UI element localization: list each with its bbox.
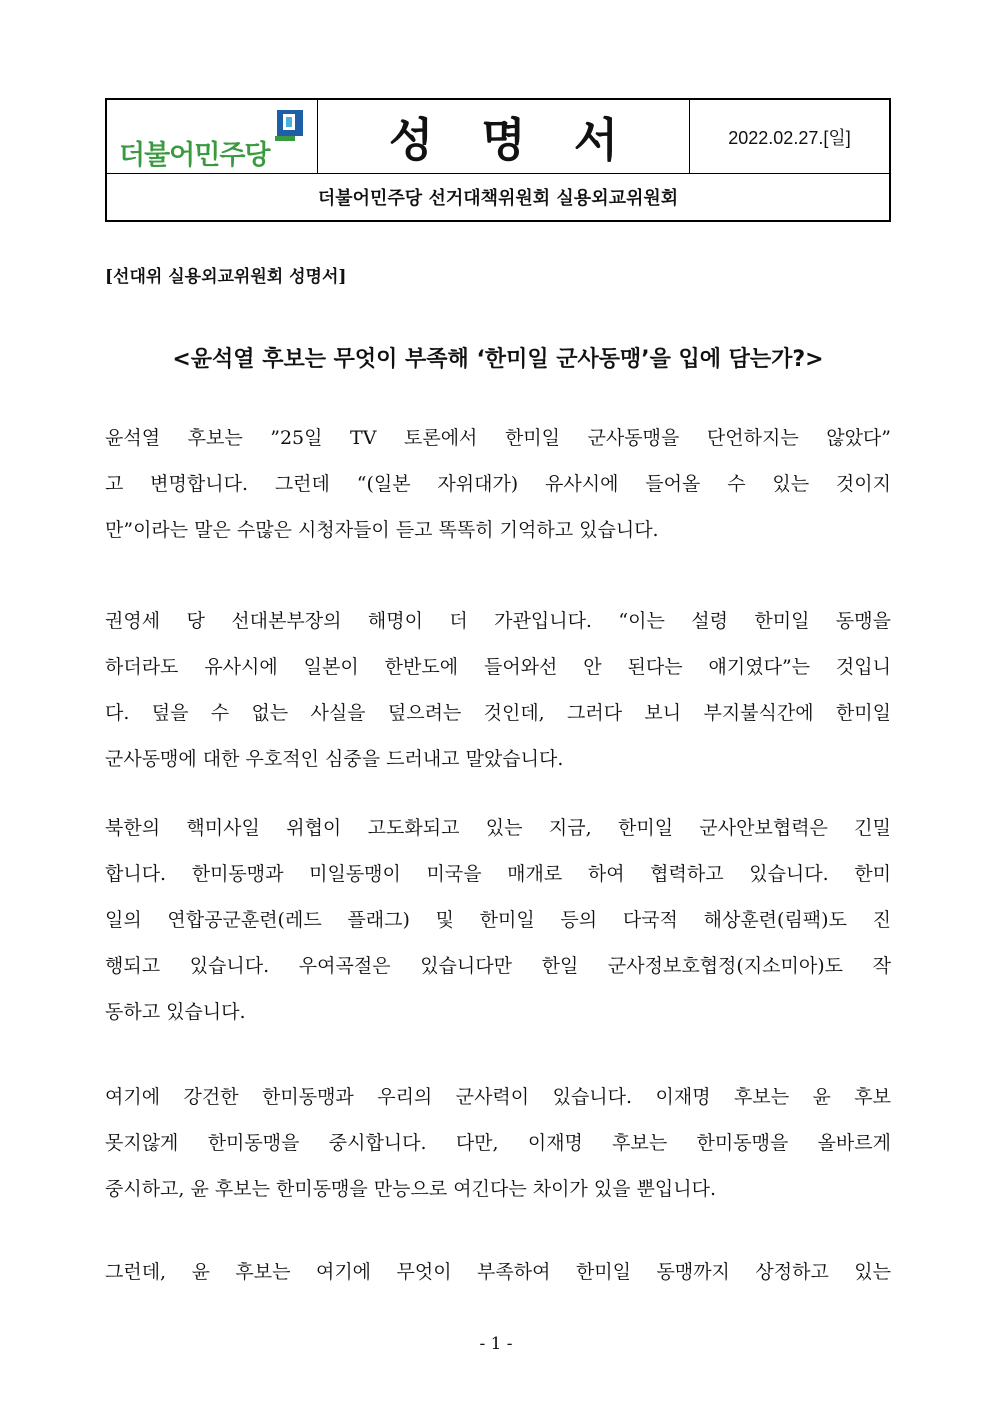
party-emblem-icon [275,108,307,142]
paragraph-line: 합니다. 한미동맹과 미일동맹이 미국을 매개로 하여 협력하고 있습니다. 한미 [105,863,891,885]
header-top-row [107,100,889,174]
paragraph-line: 하더라도 유사시에 일본이 한반도에 들어와선 안 된다는 얘기였다”는 것입니 [105,656,891,678]
paragraph-1 [105,415,891,553]
paragraph-line: 동하고 있습니다. [105,1001,246,1023]
paragraph-4 [105,1074,891,1212]
paragraph-line: 권영세 당 선대본부장의 해명이 더 가관입니다. “이는 설령 한미일 동맹을 [105,610,891,632]
paragraph-3 [105,805,891,1035]
paragraph-line: 만”이라는 말은 수많은 시청자들이 듣고 똑똑히 기억하고 있습니다. [105,519,659,541]
page-number: - 1 - [479,1334,513,1354]
paragraph-line: 북한의 핵미사일 위협이 고도화되고 있는 지금, 한미일 군사안보협력은 긴밀 [105,817,891,839]
document-type-title [318,100,690,173]
paragraph-line: 중시하고, 윤 후보는 한미동맹을 만능으로 여긴다는 차이가 있을 뿐입니다. [105,1178,717,1200]
statement-label: [선대위 실용외교위원회 성명서] [105,267,347,287]
party-logo [107,100,318,173]
paragraph-line: 일의 연합공군훈련(레드 플래그) 및 한미일 등의 다국적 해상훈련(림팩)도 진 [105,909,891,931]
organization-name: 더불어민주당 선거대책위원회 실용외교위원회 [317,188,679,209]
statement-headline: <윤석열 후보는 무엇이 부족해 ‘한미일 군사동맹’을 입에 담는가?> [172,347,824,372]
paragraph-2 [105,598,891,782]
paragraph-5 [105,1249,891,1295]
paragraph-line: 여기에 강건한 한미동맹과 우리의 군사력이 있습니다. 이재명 후보는 윤 후보 [105,1086,891,1108]
paragraph-line: 군사동맹에 대한 우호적인 심중을 드러내고 말았습니다. [105,748,564,770]
paragraph-line: 다. 덮을 수 없는 사실을 덮으려는 것인데, 그러다 보니 부지불식간에 한미일 [105,702,891,724]
header-table [105,98,891,222]
party-logo-text: 더불어민주당 [119,140,270,171]
paragraph-line: 윤석열 후보는 ”25일 TV 토론에서 한미일 군사동맹을 단언하지는 않았다” [105,427,891,449]
document-title: 성 명 서 [388,112,635,167]
paragraph-line: 고 변명합니다. 그런데 “(일본 자위대가) 유사시에 들어올 수 있는 것이지 [105,473,891,495]
paragraph-line: 못지않게 한미동맹을 중시합니다. 다만, 이재명 후보는 한미동맹을 올바르게 [105,1132,891,1154]
paragraph-line: 행되고 있습니다. 우여곡절은 있습니다만 한일 군사정보호협정(지소미아)도 작 [105,955,891,977]
paragraph-line: 그런데, 윤 후보는 여기에 무엇이 부족하여 한미일 동맹까지 상정하고 있는 [105,1261,891,1283]
release-date: 2022.02.27.[일] [728,127,851,148]
